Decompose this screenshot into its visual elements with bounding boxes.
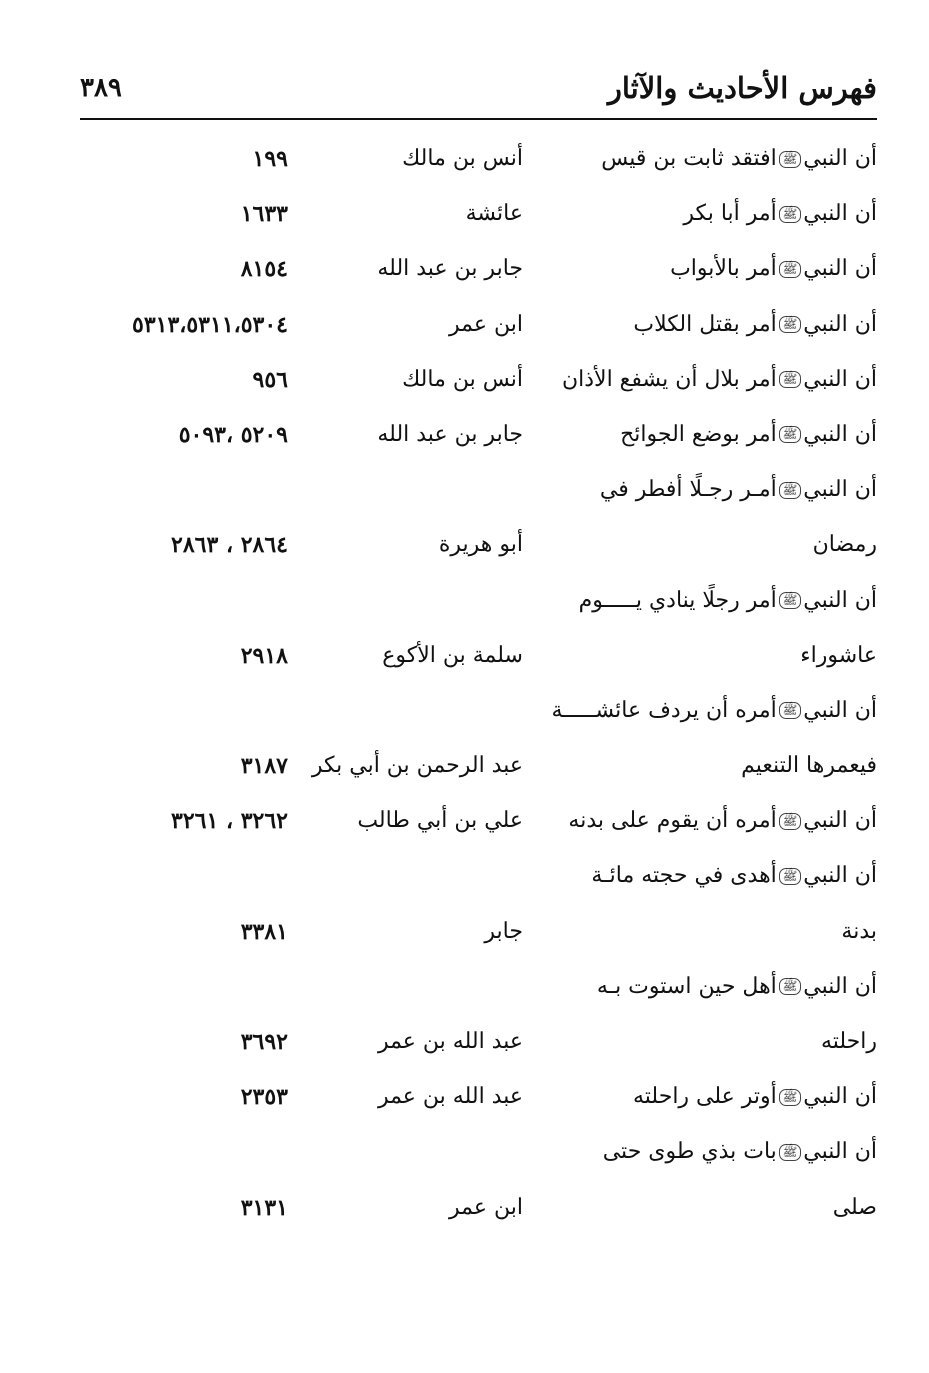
- honorific-seal-icon: ﷺ: [779, 1089, 802, 1106]
- hadith-continuation: أمـر رجـلًا أفطر في: [599, 477, 777, 503]
- hadith-continuation: أهدى في حجته مائـة: [591, 863, 777, 889]
- hadith-text: [591, 863, 877, 888]
- page-title: فهرس الأحاديث والآثار: [607, 71, 877, 105]
- index-entry: [0, 909, 929, 964]
- hadith-continuation: أمر بقتل الكلاب: [633, 311, 777, 337]
- hadith-numbers: ٣٣٨١: [240, 918, 288, 945]
- hadith-opening: أن النبي: [803, 1084, 877, 1110]
- hadith-numbers: ١٩٩: [252, 146, 288, 172]
- hadith-text: [670, 256, 877, 281]
- hadith-text: [601, 146, 877, 171]
- hadith-opening: أن النبي: [803, 587, 877, 613]
- hadith-opening: صلى: [832, 1194, 877, 1220]
- hadith-opening: عاشوراء: [800, 642, 877, 668]
- hadith-opening: أن النبي: [803, 863, 877, 889]
- hadith-opening: أن النبي: [803, 808, 877, 834]
- honorific-seal-icon: ﷺ: [779, 261, 802, 278]
- hadith-text: [568, 808, 877, 833]
- hadith-text: [633, 1084, 877, 1109]
- hadith-text: [821, 1029, 877, 1054]
- hadith-text: [562, 367, 877, 392]
- hadith-text: [813, 532, 877, 557]
- hadith-numbers: ٢٣٥٣: [240, 1084, 288, 1111]
- index-entry: [0, 522, 929, 577]
- hadith-continuation: أمر بلال أن يشفع الأذان: [561, 366, 777, 392]
- narrator: أنس بن مالك: [402, 146, 523, 171]
- narrator: علي بن أبي طالب: [357, 808, 523, 834]
- hadith-text: [841, 919, 877, 944]
- hadith-numbers: ٩٥٦: [252, 366, 288, 393]
- hadith-opening: أن النبي: [803, 421, 877, 447]
- narrator: جابر بن عبد الله: [377, 256, 523, 282]
- index-entry: [0, 743, 929, 798]
- index-entry: [0, 1074, 929, 1129]
- hadith-text: [833, 1195, 877, 1220]
- index-entry: [0, 578, 929, 633]
- hadith-continuation: أوتر على راحلته: [633, 1084, 777, 1110]
- index-entry: [0, 302, 929, 357]
- hadith-continuation: أمر بالأبواب: [670, 256, 777, 282]
- index-entry: [0, 853, 929, 908]
- index-entry: [0, 136, 929, 191]
- narrator: ابن عمر: [449, 1194, 523, 1220]
- honorific-seal-icon: ﷺ: [779, 482, 802, 499]
- index-entry: [0, 1019, 929, 1074]
- narrator: جابر: [484, 918, 523, 944]
- hadith-opening: أن النبي: [803, 697, 877, 723]
- honorific-seal-icon: ﷺ: [779, 1144, 802, 1161]
- honorific-seal-icon: ﷺ: [779, 151, 802, 168]
- index-entry: [0, 1129, 929, 1184]
- honorific-seal-icon: ﷺ: [779, 702, 802, 719]
- hadith-text: [597, 974, 877, 999]
- hadith-opening: راحلته: [820, 1029, 877, 1054]
- narrator: عائشة: [465, 201, 523, 227]
- index-entry: [0, 357, 929, 412]
- hadith-numbers: ٣٢٦٢ ، ٣٢٦١: [171, 808, 288, 835]
- hadith-numbers: ٥٣١٣،٥٣١١،٥٣٠٤: [132, 311, 288, 338]
- index-entry: [0, 412, 929, 467]
- hadith-opening: أن النبي: [803, 477, 877, 503]
- hadith-opening: أن النبي: [803, 366, 877, 392]
- page-header: [80, 66, 877, 120]
- hadith-continuation: بات بذي طوى حتى: [602, 1139, 777, 1165]
- hadith-continuation: افتقد ثابت بن قيس: [601, 146, 777, 171]
- narrator: عبد الله بن عمر: [377, 1084, 523, 1110]
- index-entry: [0, 633, 929, 688]
- hadith-numbers: ٣١٣١: [240, 1194, 288, 1221]
- hadith-opening: بدنة: [841, 918, 877, 944]
- hadith-text: [741, 753, 877, 778]
- index-entry: [0, 964, 929, 1019]
- honorific-seal-icon: ﷺ: [779, 868, 802, 885]
- index-entry: [0, 246, 929, 301]
- index-entry: [0, 798, 929, 853]
- hadith-numbers: ٢٨٦٤ ، ٢٨٦٣: [171, 532, 288, 559]
- narrator: عبد الله بن عمر: [377, 1029, 523, 1054]
- hadith-continuation: أمر بوضع الجوائح: [620, 421, 777, 447]
- hadith-index-list: [0, 136, 929, 1240]
- hadith-opening: فيعمرها التنعيم: [741, 753, 877, 779]
- index-entry: [0, 688, 929, 743]
- hadith-opening: رمضان: [812, 532, 877, 558]
- honorific-seal-icon: ﷺ: [779, 978, 802, 995]
- index-entry: [0, 467, 929, 522]
- hadith-text: [620, 422, 877, 447]
- narrator: جابر بن عبد الله: [377, 421, 523, 447]
- hadith-text: [579, 588, 877, 613]
- hadith-opening: أن النبي: [803, 201, 877, 227]
- honorific-seal-icon: ﷺ: [779, 426, 802, 443]
- hadith-continuation: أهل حين استوت بـه: [596, 973, 777, 999]
- hadith-numbers: ٢٩١٨: [240, 642, 288, 669]
- hadith-text: [633, 312, 877, 337]
- narrator: سلمة بن الأكوع: [382, 642, 523, 668]
- hadith-numbers: ٣١٨٧: [240, 753, 288, 780]
- hadith-opening: أن النبي: [803, 973, 877, 999]
- narrator: أنس بن مالك: [402, 366, 523, 392]
- hadith-text: [683, 201, 877, 226]
- page-number: ٣٨٩: [80, 73, 122, 103]
- honorific-seal-icon: ﷺ: [779, 592, 802, 609]
- hadith-numbers: ٥٢٠٩ ،٥٠٩٣: [178, 421, 288, 448]
- honorific-seal-icon: ﷺ: [779, 316, 802, 333]
- index-entry: [0, 191, 929, 246]
- narrator: أبو هريرة: [438, 532, 523, 558]
- hadith-opening: أن النبي: [803, 256, 877, 282]
- narrator: عبد الرحمن بن أبي بكر: [311, 753, 523, 779]
- honorific-seal-icon: ﷺ: [779, 206, 802, 223]
- hadith-opening: أن النبي: [803, 311, 877, 337]
- hadith-continuation: أمره أن يردف عائشـــــة: [551, 697, 777, 723]
- hadith-text: [800, 643, 877, 668]
- narrator: ابن عمر: [449, 311, 523, 337]
- hadith-continuation: أمره أن يقوم على بدنه: [568, 808, 777, 834]
- index-entry: [0, 1185, 929, 1240]
- hadith-text: [600, 477, 877, 502]
- honorific-seal-icon: ﷺ: [779, 371, 802, 388]
- hadith-opening: أن النبي: [803, 1139, 877, 1165]
- hadith-numbers: ١٦٣٣: [240, 201, 288, 228]
- honorific-seal-icon: ﷺ: [779, 813, 802, 830]
- hadith-numbers: ٣٦٩٢: [240, 1029, 288, 1055]
- hadith-text: [603, 1139, 877, 1164]
- hadith-continuation: أمر أبا بكر: [683, 201, 777, 227]
- hadith-continuation: أمر رجلًا ينادي يـــــوم: [578, 587, 777, 613]
- hadith-numbers: ٨١٥٤: [240, 256, 288, 283]
- hadith-text: [552, 698, 877, 723]
- hadith-opening: أن النبي: [803, 146, 877, 171]
